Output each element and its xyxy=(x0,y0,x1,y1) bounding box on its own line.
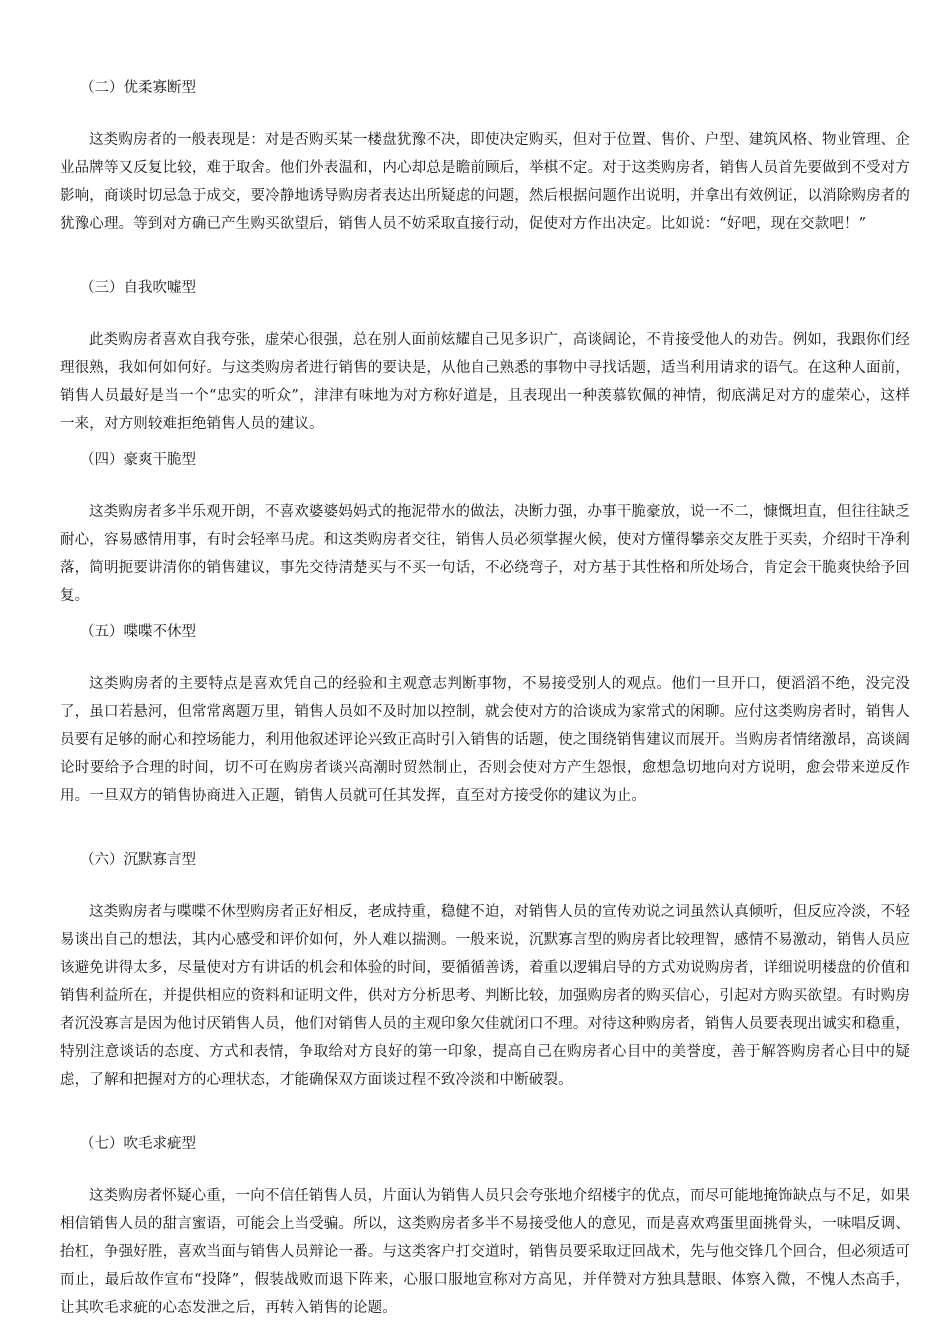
section-heading: （七）吹毛求疵型 xyxy=(80,1136,196,1152)
section-chenmoguayan xyxy=(60,850,910,1094)
section-youroudiduan xyxy=(60,78,910,238)
section-heading: （六）沉默寡言型 xyxy=(80,852,196,868)
section-heading: （五）喋喋不休型 xyxy=(80,624,196,640)
section-heading: （三）自我吹嘘型 xyxy=(80,280,196,296)
section-paragraph: 这类购房者的一般表现是：对是否购买某一楼盘犹豫不决，即使决定购买，但对于位置、售价、户型、建筑风格、物业管理、企业品牌等又反复比较，难于取舍。他们外表温和，内心却总是瞻前顾后，举棋不定。对于这类购房者，销售人员首先要做到不受对方影响，商谈时切忌急于成交，要冷静地诱导购房者表达出所疑虑的问题，然后根据问题作出说明，并拿出有效例证，以消除购房者的犹豫心理。等到对方确已产生购买欲望后，销售人员不妨采取直接行动，促使对方作出决定。比如说：“好吧，现在交款吧！” xyxy=(60,132,910,232)
section-haoshuangganjcui xyxy=(60,450,910,610)
section-paragraph: 这类购房者的主要特点是喜欢凭自己的经验和主观意志判断事物，不易接受别人的观点。他们一旦开口，便滔滔不绝，没完没了，虽口若悬河，但常常离题万里，销售人员如不及时加以控制，就会使对方的洽谈成为家常式的闲聊。应付这类购房者时，销售人员要有足够的耐心和控场能力，利用他叙述评论兴致正高时引入销售的话题，使之围绕销售建议而展开。当购房者情绪激昂，高谈阔论时要给予合理的时间，切不可在购房者谈兴高潮时贸然制止，否则会使对方产生怨恨，愈想急切地向对方说明，愈会带来逆反作用。一旦双方的销售协商进入正题，销售人员就可任其发挥，直至对方接受你的建议为止。 xyxy=(60,676,910,804)
section-ziwochuixu xyxy=(60,278,910,438)
section-paragraph: 这类购房者与喋喋不休型购房者正好相反，老成持重，稳健不迫，对销售人员的宣传劝说之词虽然认真倾听，但反应冷淡，不轻易谈出自己的想法，其内心感受和评价如何，外人难以揣测。一般来说，沉默寡言型的购房者比较理智，感情不易激动，销售人员应该避免讲得太多，尽量使对方有讲话的机会和体验的时间，要循循善诱，着重以逻辑启导的方式劝说购房者，详细说明楼盘的价值和销售利益所在，并提供相应的资料和证明文件，供对方分析思考、判断比较，加强购房者的购买信心，引起对方购买欲望。有时购房者沉没寡言是因为他讨厌销售人员，他们对销售人员的主观印象欠佳就闭口不理。对待这种购房者，销售人员要表现出诚实和稳重，特别注意谈话的态度、方式和表情，争取给对方良好的第一印象，提高自己在购房者心目中的美誉度，善于解答购房者心目中的疑虑，了解和把握对方的心理状态，才能确保双方面谈过程不致冷淡和中断破裂。 xyxy=(60,904,910,1088)
section-heading: （二）优柔寡断型 xyxy=(80,80,196,96)
section-paragraph: 此类购房者喜欢自我夸张，虚荣心很强，总在别人面前炫耀自己见多识广，高谈阔论，不肯接受他人的劝告。例如，我跟你们经理很熟，我如何如何好。与这类购房者进行销售的要诀是，从他自己熟悉的事物中寻找话题，适当利用请求的语气。在这种人面前，销售人员最好是当一个“忠实的听众”，津津有味地为对方称好道是，且表现出一种羡慕钦佩的神情，彻底满足对方的虚荣心，这样一来，对方则较难拒绝销售人员的建议。 xyxy=(60,332,910,432)
section-paragraph: 这类购房者怀疑心重，一向不信任销售人员，片面认为销售人员只会夸张地介绍楼宇的优点，而尽可能地掩饰缺点与不足，如果相信销售人员的甜言蜜语，可能会上当受骗。所以，这类购房者多半不易接受他人的意见，而是喜欢鸡蛋里面挑骨头，一味唱反调、抬杠，争强好胜，喜欢当面与销售人员辩论一番。与这类客户打交道时，销售员要采取迂回战术，先与他交锋几个回合，但必须适可而止，最后故作宣布“投降”，假装战败而退下阵来，心服口服地宣称对方高见，并佯赞对方独具慧眼、体察入微，不愧人杰高手，让其吹毛求疵的心态发泄之后，再转入销售的论题。 xyxy=(60,1188,910,1316)
section-chuimaoqiuci xyxy=(60,1134,910,1322)
section-diediebuxiu xyxy=(60,622,910,810)
section-paragraph: 这类购房者多半乐观开朗，不喜欢婆婆妈妈式的拖泥带水的做法，决断力强，办事干脆豪放，说一不二，慷慨坦直，但往往缺乏耐心，容易感情用事，有时会轻率马虎。和这类购房者交往，销售人员必须掌握火候，使对方懂得攀亲交友胜于买卖，介绍时干净利落，简明扼要讲清你的销售建议，事先交待清楚买与不买一句话，不必绕弯子，对方基于其性格和所处场合，肯定会干脆爽快给予回复。 xyxy=(60,504,910,604)
section-heading: （四）豪爽干脆型 xyxy=(80,452,196,468)
